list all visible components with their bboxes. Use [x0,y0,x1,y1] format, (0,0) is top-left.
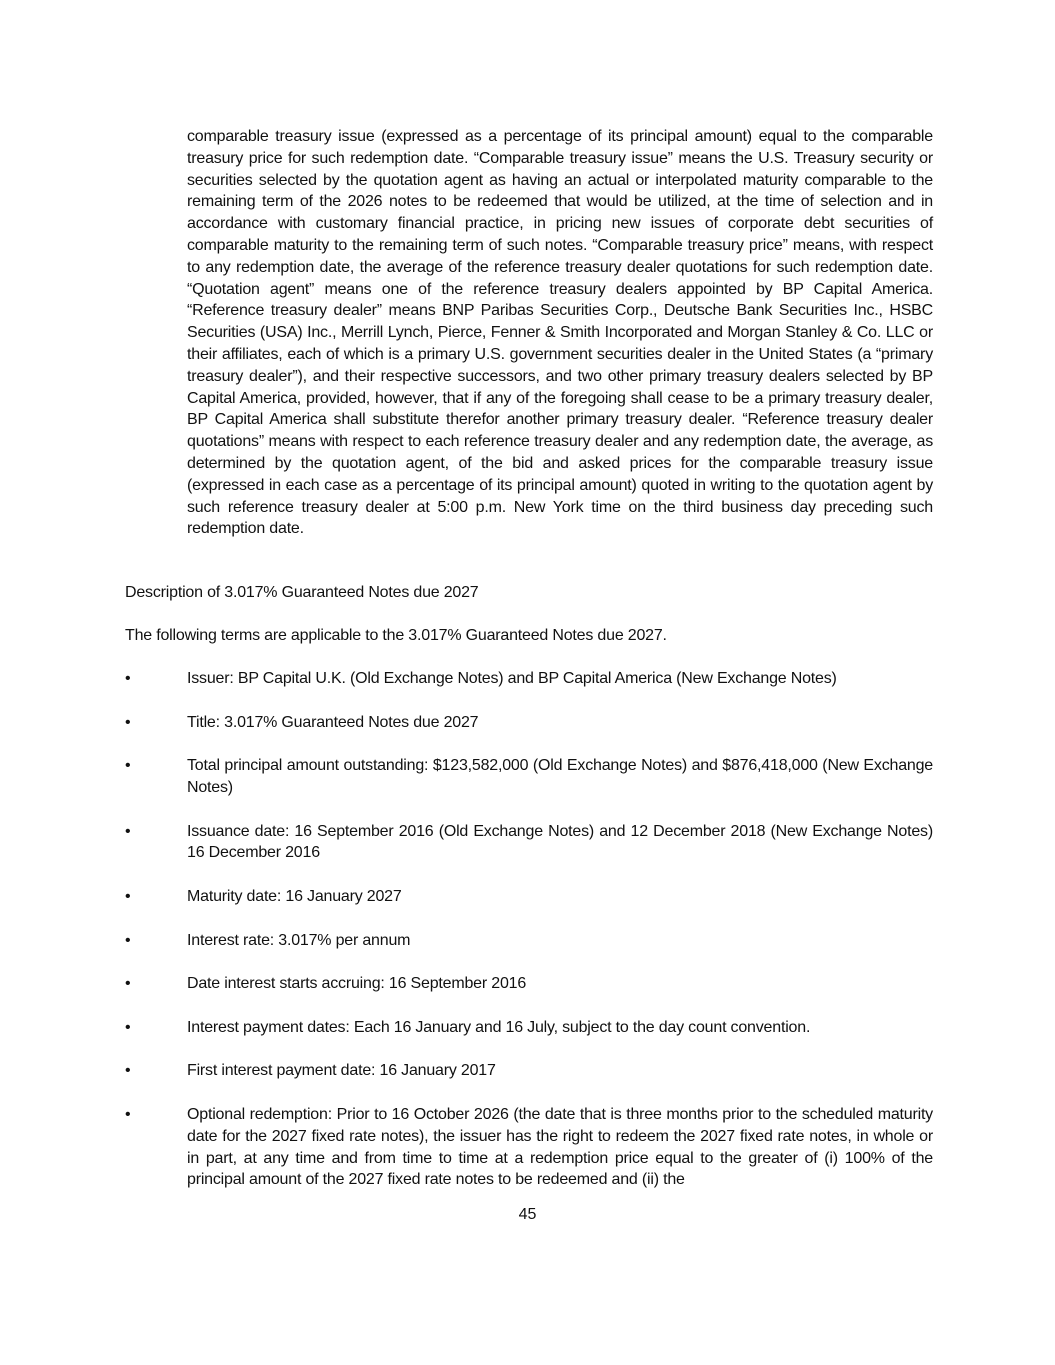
list-item [125,755,933,799]
bullet-icon: • [125,757,131,775]
list-item [125,1060,933,1082]
bullet-icon: • [125,931,131,949]
lead-in-text: The following terms are applicable to the 3.017% Guaranteed Notes due 2027. [125,627,667,644]
list-item [125,668,933,690]
page-number: 45 [518,1206,537,1223]
list-item-text: Maturity date: 16 January 2027 [187,887,402,905]
bullet-icon: • [125,822,131,840]
bullet-icon: • [125,713,131,731]
list-item [125,821,933,865]
bullet-icon: • [125,1105,131,1123]
list-item [125,1104,933,1191]
terms-list [125,668,933,1213]
bullet-icon: • [125,975,131,993]
list-item [125,930,933,952]
list-item [125,712,933,734]
list-item [125,973,933,995]
list-item-text: Interest payment dates: Each 16 January and 16 July, subject to the day count convention. [187,1018,811,1036]
intro-paragraph: comparable treasury issue (expressed as a percentage of its principal amount) equal to the comparable treasury price for such redemption date. “Comparable treasury issue” means the U.S. Treasury security or securities selected by the quotation agent as having an actual or interpolated maturity comparable to the remaining term of the 2026 notes to be redeemed that would be utilized, at the time of selection and in accordance with customary financial practice, in pricing new issues of corporate debt securities of comparable maturity to the remaining term of such notes. “Comparable treasury price” means, with respect to any redemption date, the average of the reference treasury dealer quotations for such redemption date. “Quotation agent” means one of the reference treasury dealers appointed by BP Capital America. “Reference treasury dealer” means BNP Paribas Securities Corp., Deutsche Bank Securities Inc., HSBC Securities (USA) Inc., Merrill Lynch, Pierce, Fenner & Smith Incorporated and Morgan Stanley & Co. LLC or their affiliates, each of which is a primary U.S. government securities dealer in the United States (a “primary treasury dealer”), and their respective successors, and two other primary treasury dealers selected by BP Capital America, provided, however, that if any of the foregoing shall cease to be a primary treasury dealer, BP Capital America shall substitute therefor another primary treasury dealer. “Reference treasury dealer quotations” means with respect to each reference treasury dealer and any redemption date, the average, as determined by the quotation agent, of the bid and asked prices for the comparable treasury issue (expressed in each case as a percentage of its principal amount) quoted in writing to the quotation agent by such reference treasury dealer at 5:00 p.m. New York time on the third business day preceding such redemption date. [187,128,933,538]
bullet-icon: • [125,1062,131,1080]
bullet-icon: • [125,887,131,905]
list-item [125,886,933,908]
list-item-text: First interest payment date: 16 January 2017 [187,1062,496,1080]
list-item-text: Optional redemption: Prior to 16 October 2026 (the date that is three months prior to the scheduled maturity date for the 2027 fixed rate notes), the issuer has the right to redeem the 2027 fixed rate notes, in whole or in part, at any time and from time to time at a redemption price equal to the greater of (i) 100% of the principal amount of the 2027 fixed rate notes to be redeemed and (ii) the [187,1105,933,1189]
list-item-text: Total principal amount outstanding: $123,582,000 (Old Exchange Notes) and $876,418,000 (New Exchange Notes) [187,757,933,796]
bullet-icon: • [125,1018,131,1036]
section-heading: Description of 3.017% Guaranteed Notes due 2027 [125,584,479,601]
list-item [125,1017,933,1039]
list-item-text: Date interest starts accruing: 16 September 2016 [187,975,527,993]
bullet-icon: • [125,670,131,687]
list-item-text: Title: 3.017% Guaranteed Notes due 2027 [187,713,479,731]
list-item-text: Issuance date: 16 September 2016 (Old Exchange Notes) and 12 December 2018 (New Exchange Notes) 16 December 2016 [187,822,933,862]
list-item-text: Issuer: BP Capital U.K. (Old Exchange Notes) and BP Capital America (New Exchange Notes) [187,670,837,687]
list-item-text: Interest rate: 3.017% per annum [187,931,411,949]
